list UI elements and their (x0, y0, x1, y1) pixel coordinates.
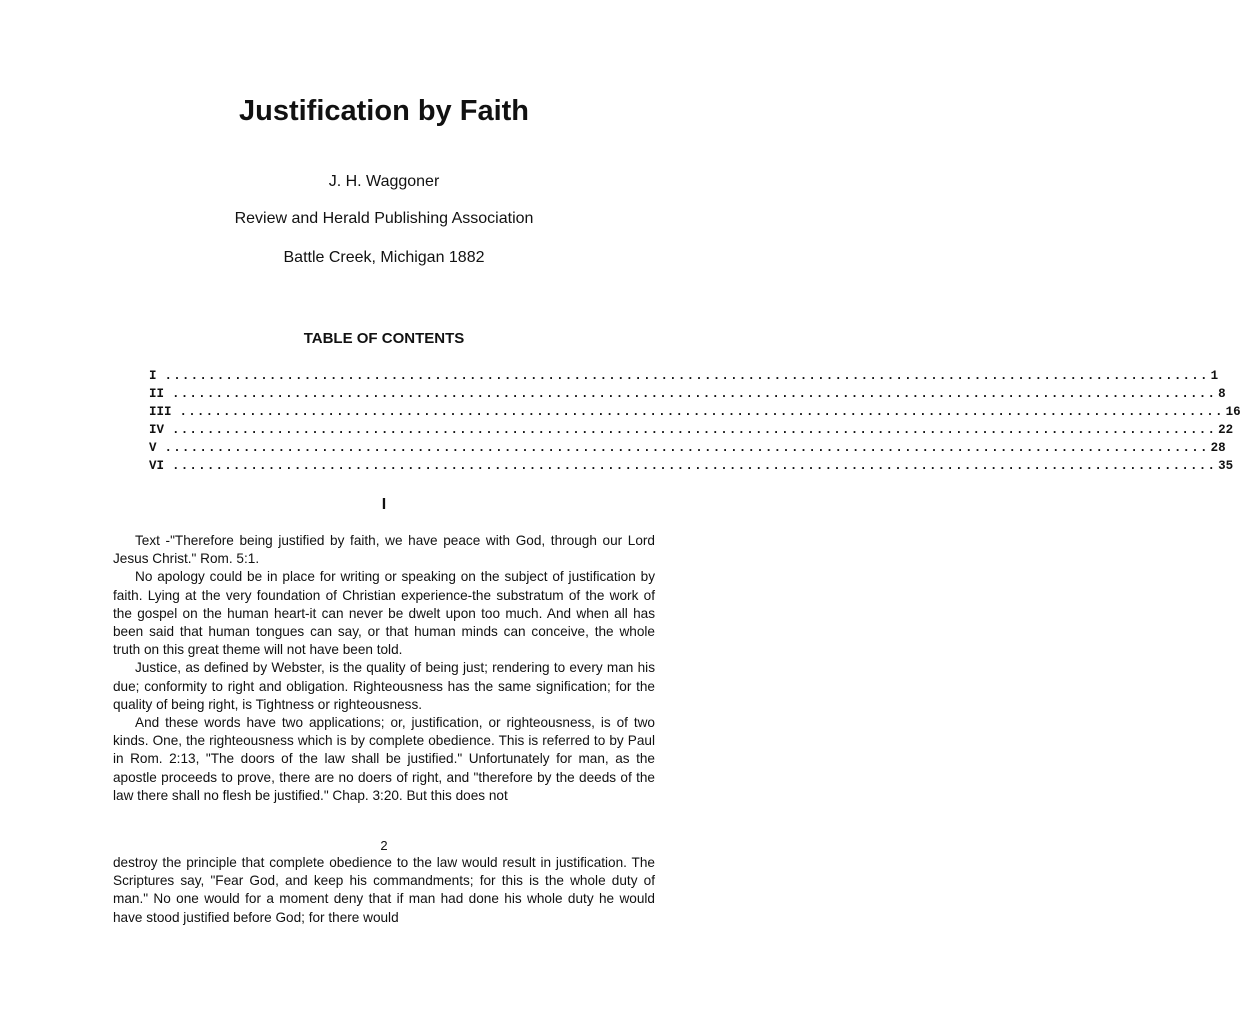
body-paragraph: destroy the principle that complete obedience to the law would result in justification. The Scriptures say, "Fear God, and keep his commandments; for this is the whole duty of man." No one would for a moment deny that if man had done his whole duty he would have stood justified before God; for there would (113, 855, 655, 925)
toc-leader-dots: ........................................................................................................................ (164, 441, 1209, 455)
toc-chapter-number: V (149, 441, 157, 455)
toc-page-number: 8 (1218, 387, 1226, 401)
author-name: J. H. Waggoner (328, 173, 440, 190)
toc-chapter-number: I (149, 369, 157, 383)
toc-heading: TABLE OF CONTENTS (303, 330, 465, 347)
toc-entry[interactable] (149, 421, 1234, 439)
toc-page-number: 22 (1218, 423, 1234, 437)
document-title: Justification by Faith (238, 95, 530, 127)
toc-entry[interactable] (149, 367, 1219, 385)
toc-leader-dots: ........................................................................................................................ (172, 459, 1217, 473)
body-paragraph: Justice, as defined by Webster, is the quality of being just; rendering to every man his due; conformity to right and obligation. Righteousness has the same signification; for the quality of being right, is Tightness or righteousness. (113, 660, 655, 712)
toc-chapter-number: II (149, 387, 165, 401)
toc-leader-dots: ........................................................................................................................ (164, 369, 1209, 383)
toc-page-number: 16 (1225, 405, 1241, 419)
toc-page-number: 28 (1210, 441, 1226, 455)
toc-page-number: 1 (1210, 369, 1219, 383)
toc-entry[interactable] (149, 403, 1241, 421)
publication-place-year: Battle Creek, Michigan 1882 (283, 249, 485, 266)
toc-entry[interactable] (149, 385, 1226, 403)
page-number: 2 (380, 838, 388, 853)
chapter-heading: I (381, 496, 387, 513)
continuation-body (113, 854, 655, 927)
toc-entry[interactable] (149, 457, 1234, 475)
toc-leader-dots: ........................................................................................................................ (172, 423, 1217, 437)
toc-leader-dots: ........................................................................................................................ (179, 405, 1224, 419)
publisher-name: Review and Herald Publishing Association (234, 210, 534, 227)
body-paragraph: Text -"Therefore being justified by faith, we have peace with God, through our Lord Jesus Christ." Rom. 5:1. (113, 533, 655, 567)
body-paragraph: No apology could be in place for writing or speaking on the subject of justification by faith. Lying at the very foundation of Christian experience-the substratum of the work of the gospel on the human heart-it can never be dwelt upon too much. And when all has been said that human tongues can say, or that human minds can conceive, the whole truth on this great theme will not have been told. (113, 569, 655, 658)
toc-chapter-number: III (149, 405, 172, 419)
toc-entry[interactable] (149, 439, 1226, 457)
table-of-contents (149, 367, 1241, 475)
toc-page-number: 35 (1218, 459, 1234, 473)
toc-leader-dots: ........................................................................................................................ (172, 387, 1217, 401)
toc-chapter-number: IV (149, 423, 165, 437)
body-paragraph: And these words have two applications; or, justification, or righteousness, is of two kinds. One, the righteousness which is by complete obedience. This is referred to by Paul in Rom. 2:13, "The doors of the law shall be justified." Unfortunately for man, as the apostle proceeds to prove, there are no doers of right, and "therefore by the deeds of the law there shall no flesh be justified." Chap. 3:20. But this does not (113, 715, 655, 803)
chapter-body (113, 532, 655, 805)
toc-chapter-number: VI (149, 459, 165, 473)
